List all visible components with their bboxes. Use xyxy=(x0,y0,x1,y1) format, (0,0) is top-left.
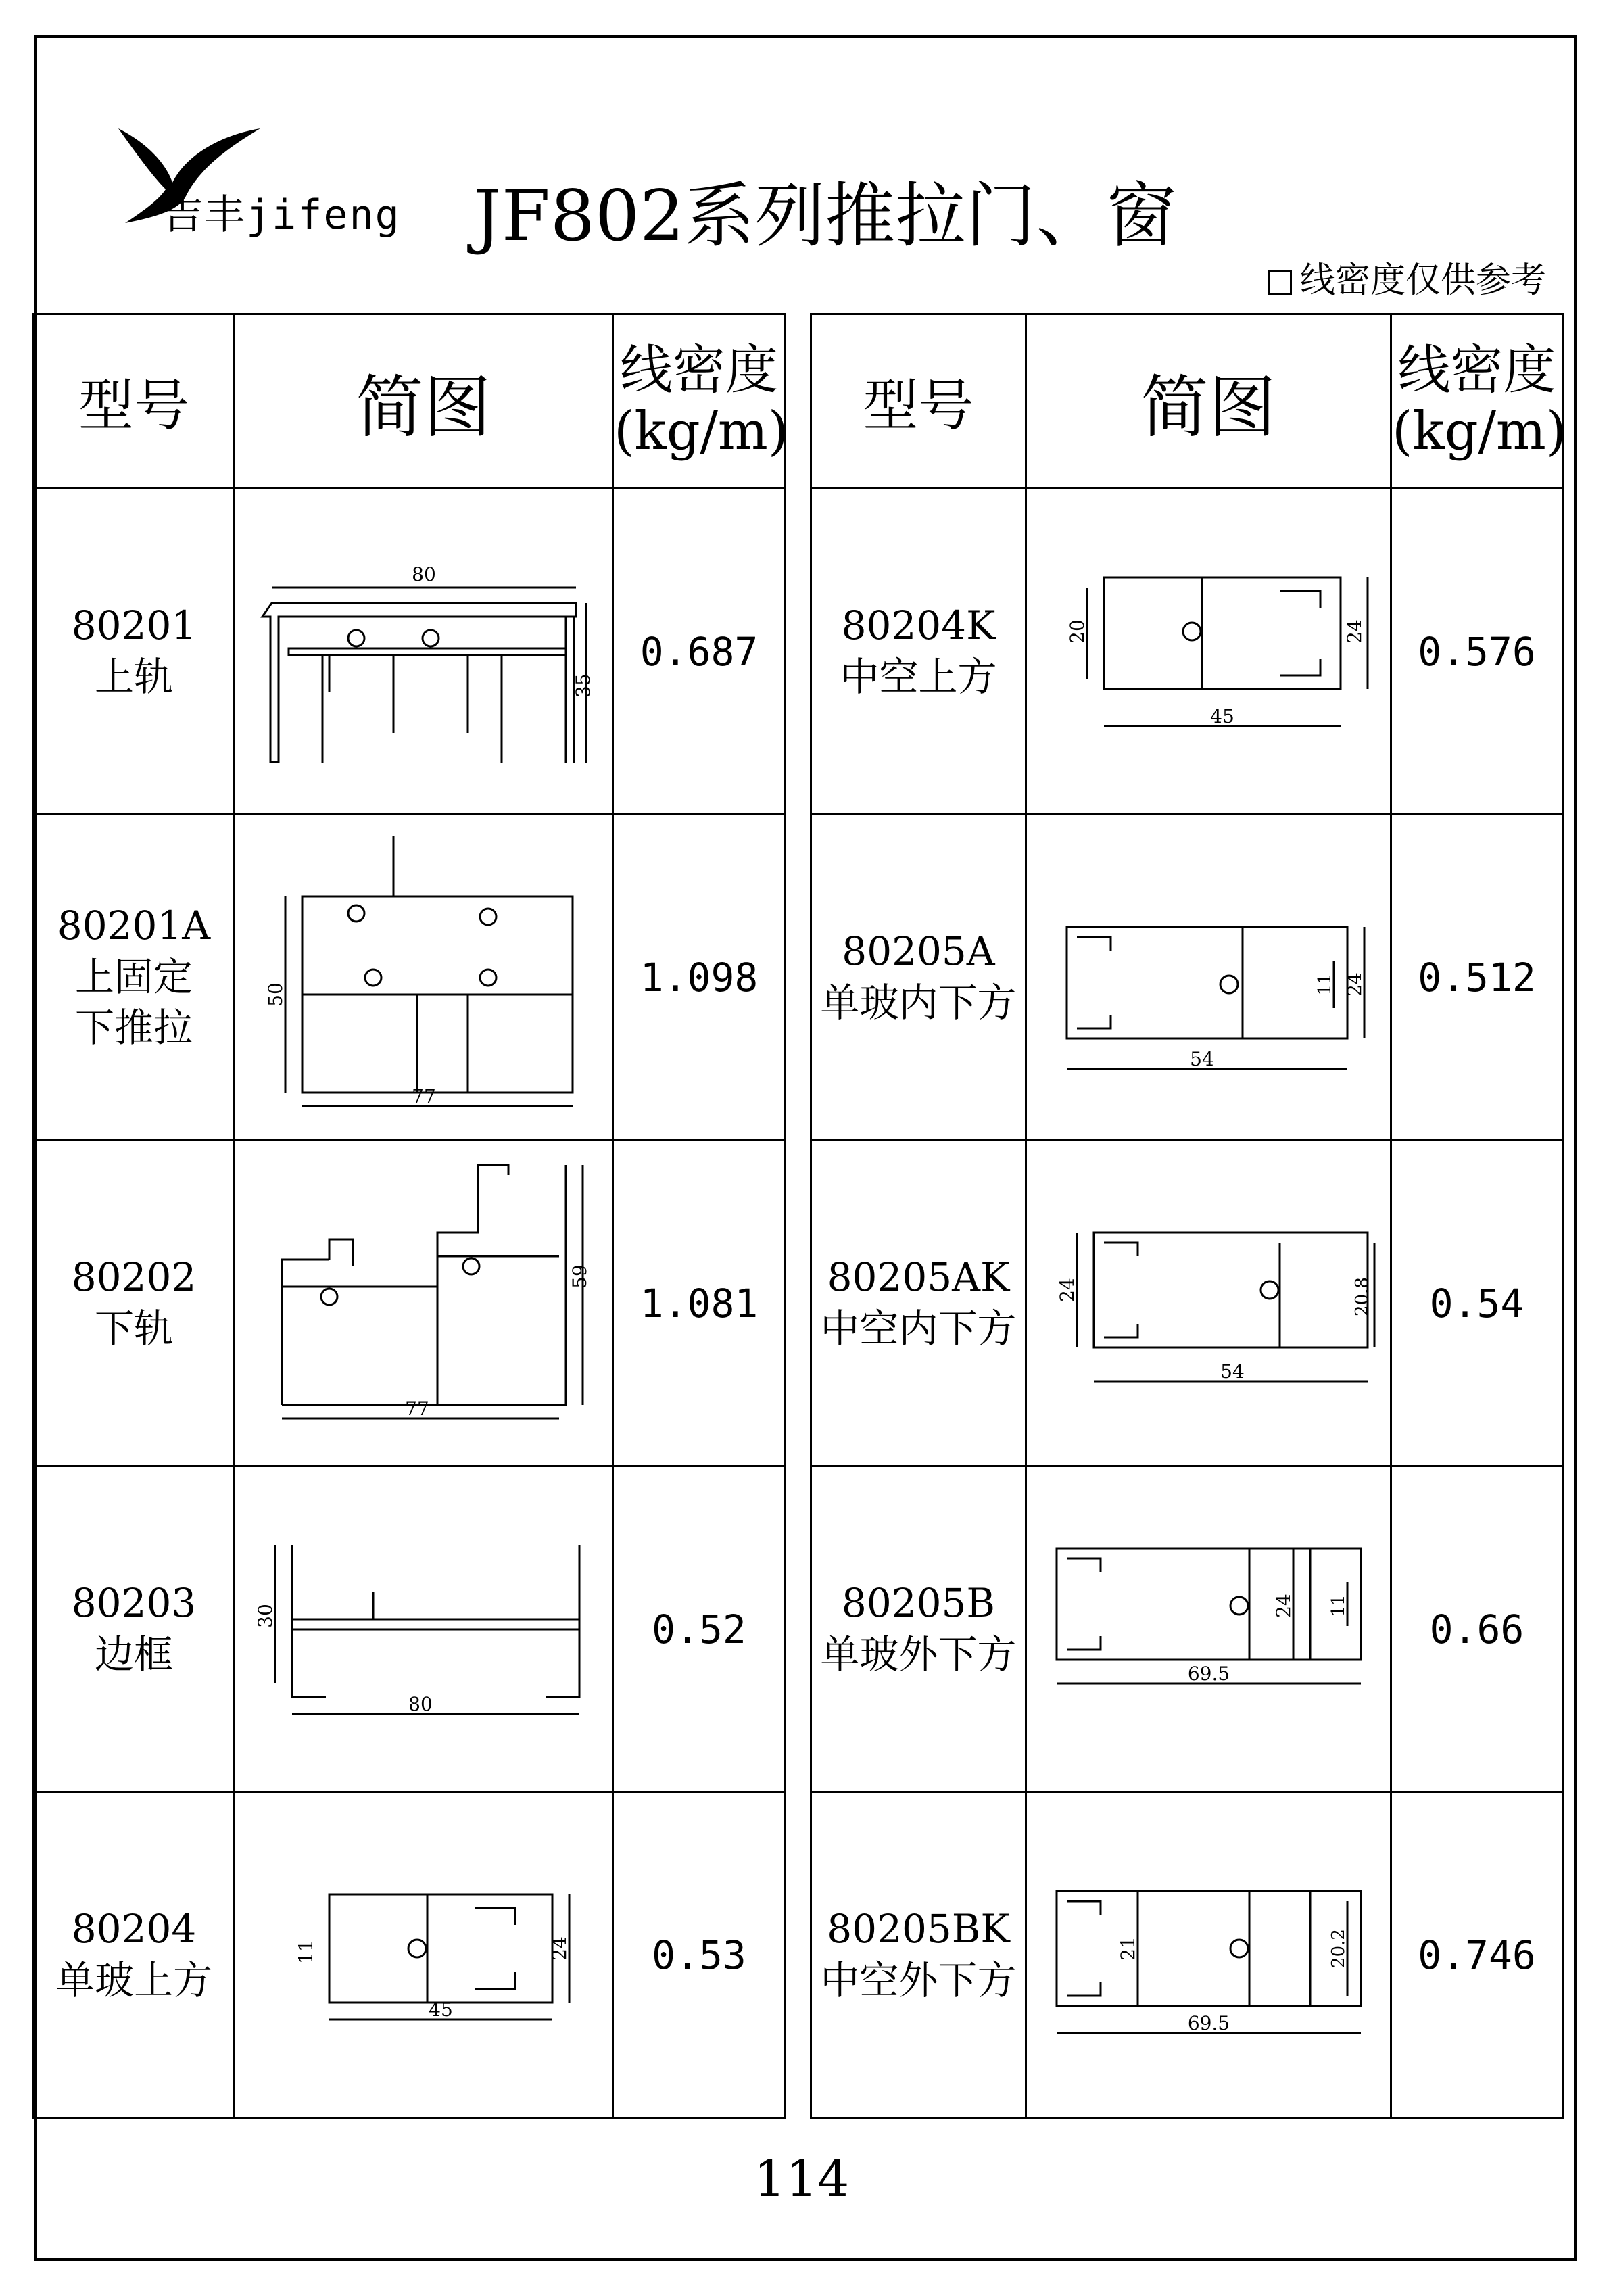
profile-80202-drawing xyxy=(248,1155,600,1452)
dim-height: 24 xyxy=(1272,1593,1295,1618)
model-cell xyxy=(811,1141,1026,1466)
dim-height: 50 xyxy=(264,982,287,1007)
profile-80204k-drawing xyxy=(1040,503,1378,800)
profile-80201a-drawing xyxy=(248,829,600,1126)
model-code: 80201 xyxy=(71,602,197,649)
profile-80205a-drawing xyxy=(1040,829,1378,1126)
profile-diagram xyxy=(235,1141,613,1466)
model-cell xyxy=(811,489,1026,815)
model-code: 80202 xyxy=(71,1254,197,1301)
dim-height-inner: 11 xyxy=(1314,972,1335,996)
profile-80205b-drawing xyxy=(1040,1481,1378,1778)
table-row xyxy=(34,1141,786,1466)
profile-diagram xyxy=(235,489,613,815)
dim-height: 24 xyxy=(1055,1277,1078,1302)
profile-diagram xyxy=(235,1466,613,1792)
profile-diagram xyxy=(1026,1466,1391,1792)
model-cell xyxy=(811,1792,1026,2118)
model-name: 中空上方 xyxy=(840,653,997,700)
dim-height: 35 xyxy=(571,673,594,698)
model-code: 80201A xyxy=(57,903,211,949)
profile-diagram xyxy=(1026,1141,1391,1466)
dim-width: 77 xyxy=(411,1084,436,1107)
table-row xyxy=(811,489,1563,815)
density-label: 线密度 xyxy=(619,339,778,401)
model-code: 80204K xyxy=(841,602,996,649)
model-code: 80205A xyxy=(842,928,995,975)
density-label: 线密度 xyxy=(1397,339,1556,401)
dim-height: 59 xyxy=(568,1264,591,1289)
density-value: 0.746 xyxy=(1391,1792,1563,2118)
model-code: 80205BK xyxy=(827,1906,1010,1953)
col-density xyxy=(613,314,789,489)
density-value: 0.576 xyxy=(1391,489,1563,815)
profile-diagram xyxy=(235,1792,613,2118)
dim-height: 21 xyxy=(1116,1936,1139,1961)
model-name: 上固定 xyxy=(74,953,193,1000)
dim-height: 24 xyxy=(1343,619,1366,644)
model-name: 下轨 xyxy=(94,1305,173,1352)
col-diagram: 简图 xyxy=(235,314,613,489)
model-name: 上轨 xyxy=(94,653,173,700)
table-row xyxy=(34,1792,786,2118)
dim-width: 80 xyxy=(408,1692,433,1715)
reference-note xyxy=(1268,252,1546,302)
dim-height-inner: 20.2 xyxy=(1328,1928,1349,1968)
model-cell xyxy=(34,1141,235,1466)
logo-text: 吉丰jifeng xyxy=(162,191,401,239)
dim-height-inner: 11 xyxy=(294,1939,317,1964)
col-density xyxy=(1391,314,1567,489)
dim-width: 45 xyxy=(1209,704,1234,727)
dim-height: 24 xyxy=(548,1936,571,1961)
profile-diagram xyxy=(1026,815,1391,1141)
model-cell xyxy=(34,1792,235,2118)
profile-diagram xyxy=(1026,489,1391,815)
model-code: 80204 xyxy=(71,1906,197,1953)
table-row xyxy=(811,1466,1563,1792)
page-title: JF802系列推拉门、窗 xyxy=(473,174,1177,257)
density-value: 1.098 xyxy=(613,815,786,1141)
dim-width: 69.5 xyxy=(1187,1662,1230,1685)
table-row xyxy=(811,1792,1563,2118)
model-code: 80203 xyxy=(71,1580,197,1627)
model-code: 80205B xyxy=(841,1580,996,1627)
col-diagram: 简图 xyxy=(1026,314,1391,489)
density-value: 1.081 xyxy=(613,1141,786,1466)
table-row xyxy=(34,815,786,1141)
profile-80204-drawing xyxy=(248,1807,600,2104)
model-code: 80205AK xyxy=(827,1254,1010,1301)
model-name: 单玻上方 xyxy=(55,1957,212,2003)
dim-width: 54 xyxy=(1189,1047,1214,1070)
dim-height-inner: 20.8 xyxy=(1351,1276,1372,1316)
density-value: 0.54 xyxy=(1391,1141,1563,1466)
density-unit: (kg/m) xyxy=(614,400,789,462)
model-cell xyxy=(811,1466,1026,1792)
model-cell xyxy=(34,489,235,815)
dim-height: 24 xyxy=(1343,972,1366,997)
profile-diagram xyxy=(235,815,613,1141)
col-model: 型号 xyxy=(34,314,235,489)
model-cell xyxy=(34,1466,235,1792)
density-value: 0.52 xyxy=(613,1466,786,1792)
model-cell xyxy=(34,815,235,1141)
table-row xyxy=(811,815,1563,1141)
table-row xyxy=(34,1466,786,1792)
dim-width: 69.5 xyxy=(1187,2011,1230,2034)
density-value: 0.687 xyxy=(613,489,786,815)
table-header-row xyxy=(811,314,1563,489)
dim-width: 77 xyxy=(404,1397,429,1420)
profile-80201-drawing xyxy=(248,503,600,800)
table-header-row xyxy=(34,314,786,489)
model-name: 单玻内下方 xyxy=(820,979,1017,1026)
dim-height-inner: 11 xyxy=(1328,1594,1349,1617)
density-value: 0.53 xyxy=(613,1792,786,2118)
checkbox-square-icon xyxy=(1268,270,1292,295)
dim-height-inner: 20 xyxy=(1065,619,1088,644)
density-value: 0.66 xyxy=(1391,1466,1563,1792)
table-row xyxy=(34,489,786,815)
page-number: 114 xyxy=(754,2150,850,2208)
model-cell xyxy=(811,815,1026,1141)
profile-80205bk-drawing xyxy=(1040,1807,1378,2104)
note-text: 线密度仅供参考 xyxy=(1300,260,1547,301)
spec-table-left xyxy=(32,313,789,2119)
dim-width: 54 xyxy=(1220,1360,1245,1383)
dim-height: 30 xyxy=(254,1603,276,1628)
dim-width: 45 xyxy=(428,1998,453,2021)
spec-table-right xyxy=(810,313,1567,2119)
model-name: 中空内下方 xyxy=(820,1305,1017,1352)
model-name-2: 下推拉 xyxy=(74,1005,193,1051)
profile-diagram xyxy=(1026,1792,1391,2118)
model-name: 边框 xyxy=(94,1631,173,1677)
density-value: 0.512 xyxy=(1391,815,1563,1141)
profile-80203-drawing xyxy=(248,1481,600,1778)
profile-80205ak-drawing xyxy=(1040,1155,1378,1452)
col-model: 型号 xyxy=(811,314,1026,489)
table-row xyxy=(811,1141,1563,1466)
density-unit: (kg/m) xyxy=(1392,400,1567,462)
model-name: 单玻外下方 xyxy=(820,1631,1017,1677)
dim-width: 80 xyxy=(411,563,436,585)
model-name: 中空外下方 xyxy=(820,1957,1017,2003)
